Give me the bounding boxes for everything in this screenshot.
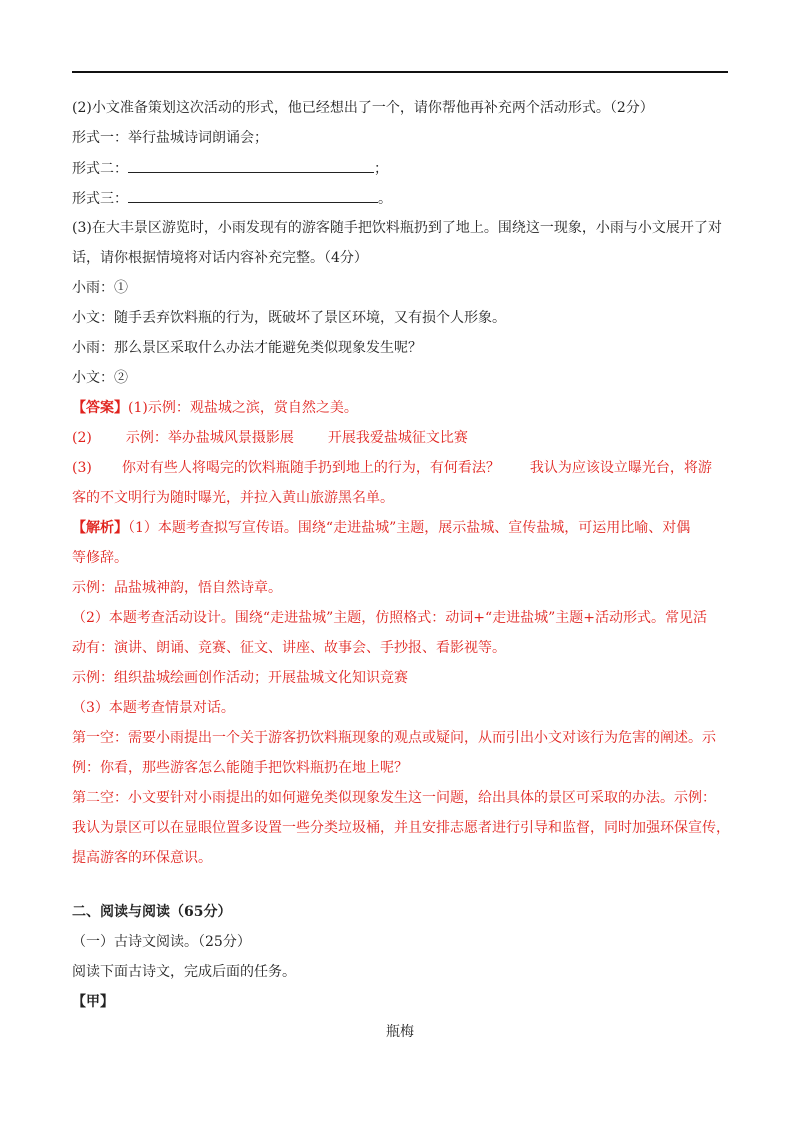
form3-end: 。: [378, 191, 392, 207]
analysis-line: 第一空：需要小雨提出一个关于游客扔饮料瓶现象的观点或疑问，从而引出小文对该行为危害的阐述。示: [72, 730, 716, 746]
analysis-text: （1）本题考查拟写宣传语。围绕“走进盐城”主题，展示盐城、宣传盐城，可运用比喻、对偶: [128, 520, 691, 536]
answer-a3-part1: 你对有些人将喝完的饮料瓶随手扔到地上的行为，有何看法？: [121, 460, 500, 476]
form2-label: 形式二：: [72, 161, 128, 177]
analysis-line: （3）本题考查情景对话。: [72, 700, 235, 716]
answer-a3-line2: 客的不文明行为随时曝光，并拉入黄山旅游黑名单。: [72, 490, 394, 506]
form2-end: ；: [374, 161, 388, 177]
analysis-line: 示例：品盐城神韵，悟自然诗章。: [72, 580, 282, 596]
form3-blank[interactable]: [128, 188, 378, 203]
q2-form2: [72, 158, 388, 179]
header-rule: [72, 71, 728, 73]
dialog-line: 小雨：那么景区采取什么办法才能避免类似现象发生呢？: [72, 340, 422, 356]
answer-line1: [72, 398, 358, 418]
answer-line3: [72, 458, 712, 478]
q2-form3: [72, 188, 392, 209]
analysis-tag: 【解析】: [72, 520, 128, 536]
q3-prompt-line2: 话，请你根据情境将对话内容补充完整。（4分）: [72, 250, 368, 266]
q3-prompt-line1: (3)在大丰景区游览时，小雨发现有的游客随手把饮料瓶扔到了地上。围绕这一现象，小雨与小文展开了对: [72, 220, 722, 236]
analysis-line: 等修辞。: [72, 550, 128, 566]
dialog-line: 小文：随手丢弃饮料瓶的行为，既破坏了景区环境，又有损个人形象。: [72, 310, 506, 326]
answer-line2: [72, 428, 468, 448]
answer-a2-num: (2): [72, 430, 92, 446]
analysis-line: （2）本题考查活动设计。围绕“走进盐城”主题，仿照格式：动词+“走进盐城”主题+活动形式。常见活: [72, 610, 707, 626]
section-heading: 二、阅读与阅读（65分）: [72, 904, 232, 920]
answer-a2-part2: 开展我爱盐城征文比赛: [327, 430, 468, 446]
analysis-line1: [72, 518, 690, 538]
analysis-line: 我认为景区可以在显眼位置多设置一些分类垃圾桶，并且安排志愿者进行引导和监督，同时加强环保宣传，: [72, 820, 730, 836]
answer-a3-num: (3): [72, 460, 92, 476]
analysis-line: 第二空：小文要针对小雨提出的如何避免类似现象发生这一问题，给出具体的景区可采取的办法。示例：: [72, 790, 716, 806]
answer-a1: (1)示例：观盐城之滨，赏自然之美。: [128, 400, 358, 416]
analysis-line: 动有：演讲、朗诵、竞赛、征文、讲座、故事会、手抄报、看影视等。: [72, 640, 506, 656]
dialog-line: 小雨：①: [72, 280, 128, 296]
answer-a3-part2: 我认为应该设立曝光台，将游: [529, 460, 712, 476]
poem-title: 瓶梅: [386, 1024, 414, 1040]
analysis-line: 示例：组织盐城绘画创作活动；开展盐城文化知识竞赛: [72, 670, 408, 686]
q2-form1: 形式一：举行盐城诗词朗诵会；: [72, 130, 268, 146]
section-sub: （一）古诗文阅读。（25分）: [72, 934, 251, 950]
form2-blank[interactable]: [128, 158, 374, 173]
answer-tag: 【答案】: [72, 400, 128, 416]
jia-label: 【甲】: [72, 994, 114, 1010]
analysis-line: 提高游客的环保意识。: [72, 850, 212, 866]
form3-label: 形式三：: [72, 191, 128, 207]
q2-prompt: (2)小文准备策划这次活动的形式，他已经想出了一个，请你帮他再补充两个活动形式。（2分）: [72, 100, 654, 116]
analysis-line: 例：你看，那些游客怎么能随手把饮料瓶扔在地上呢？: [72, 760, 408, 776]
dialog-line: 小文：②: [72, 370, 128, 386]
section-instruction: 阅读下面古诗文，完成后面的任务。: [72, 964, 296, 980]
answer-a2-part1: 示例：举办盐城风景摄影展: [125, 430, 294, 446]
